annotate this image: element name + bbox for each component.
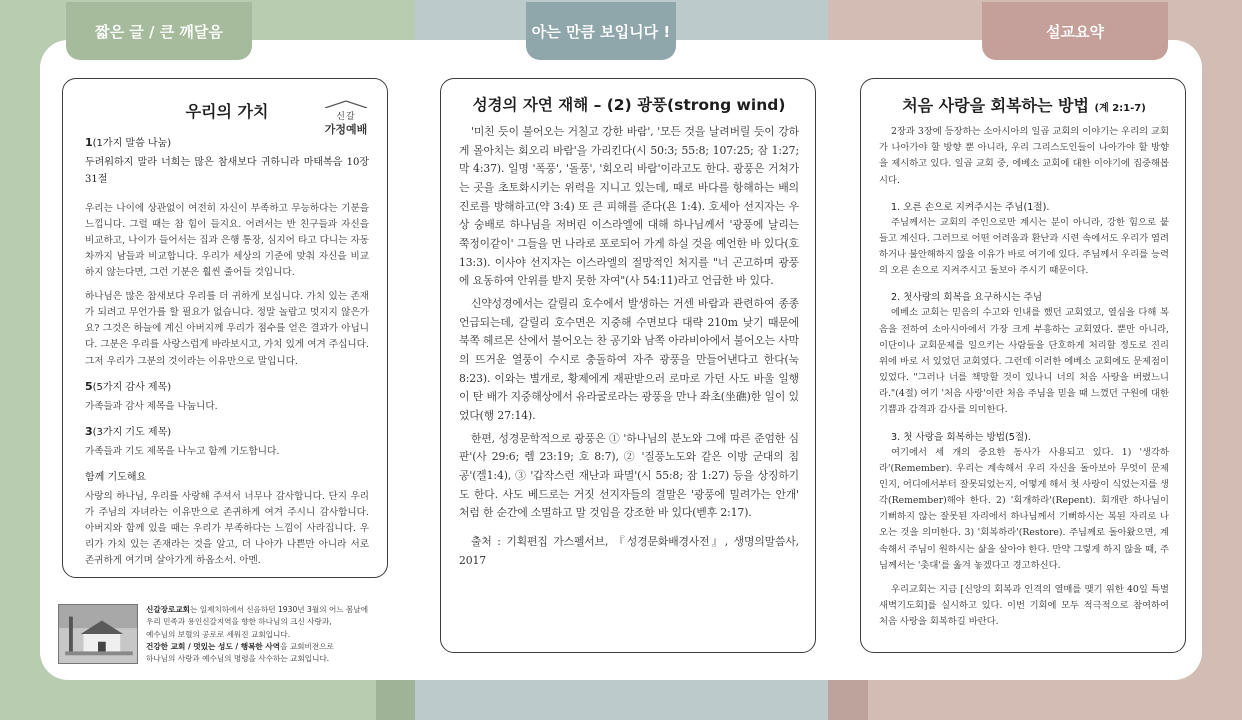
point-text: 주님께서는 교회의 주인으로만 계시는 분이 아니라, 강한 힘으로 붙들고 계신다. 그러므로 어떤 어려움과 환난과 시련 속에서도 우리가 염려하거나 불안해하지 않을 이유가 바로 여기에 있다. 주님께서 우리를 능력의 오른 손으로 지켜주시고 돌보아 주시기 때문이다. [879,216,1169,277]
body-paragraph: 한편, 성경문학적으로 광풍은 ① '하나님의 분노와 그에 따른 준엄한 심판'(사 29:6; 렘 23:19; 호 8:7), ② '질풍노도와 같은 이방 군대의 침공'(겔1:4), ③ '갑작스런 재난과 파멸'(시 55:8; 잠 1:27) 등을 상징하기도 한다. 사도 베드로는 거짓 선지자들의 결말은 '광풍에 밀려가는 안개' 처럼 한 순간에 소멸하고 말 것임을 강조한 바 있다(벧후 2:17). [459,431,799,520]
church-intro [146,604,396,665]
tab-know-more [526,2,676,60]
family-worship-panel [62,78,388,578]
roof-icon [321,100,371,108]
section-text: 가족들과 감사 제목을 나눕니다. [85,400,218,412]
church-intro-line: 우리 민족과 용인신갈지역을 향한 하나님의 크신 사랑과, [146,617,332,627]
section-label: (1가지 말씀 나눔) [92,138,172,149]
background-accent-right [828,680,868,720]
body-paragraph: '미친 듯이 불어오는 거칠고 강한 바람', '모든 것을 날려버릴 듯이 강하게 몰아치는 회오리 바람'을 가리킨다(시 50:3; 55:8; 107:25; 잠 1:27; 막 4:37). 일명 '폭풍', '돌풍', '회오리 바람'이라고도 한다. 광풍은 거쳐가는 곳을 초토화시키는 위력을 지니고 있는데, 때로 바다를 항해하는 배의 진로를 방해하고(약 3:4) 또 큰 피해를 준다(욘 1:4). 호세아 선지자는 우상 숭배로 하나님을 저버린 이스라엘에 대해 하나님께서 '광풍에 날리는 쭉정이같이' 그들을 먼 나라로 포로되어 가게 하실 것을 예언한 바 있다(호 13:3). 이사야 선지자는 이스라엘의 절망적인 처지를 "너 곤고하며 광풍에 요동하여 안위를 받지 못한 자여"(사 54:11)라고 언급한 바 있다. [459,125,799,288]
church-photo [58,604,138,664]
tab-sermon-summary [982,2,1168,60]
logo-text-top: 신갈 [336,112,356,122]
point-text: 에베소 교회는 믿음의 수고와 인내를 했던 교회였고, 열심을 다해 복음을 전하여 소아시아에서 가장 크게 부흥하는 교회였다. 뿐만 아니라, 이단이나 교회문제를 일으키는 사람들을 단호하게 처리할 정도로 진리 위에 바로 서 있었던 교회였다. 그런데 이러한 에베소 교회에도 문제점이 있었다. "그러나 너를 책망할 것이 있나니 너의 처음 사랑을 버렸느니라."(4절) 여기 '처음 사랑'이란 처음 주님을 믿을 때 느꼈던 구원에 대한 기쁨과 감격과 감사를 의미한다. [879,307,1169,416]
closing-paragraph: 우리교회는 지금 [신앙의 회복과 인격의 열매를 맺기 위한 40일 특별새벽기도회]를 실시하고 있다. 이번 기회에 모두 적극적으로 참여하여 처음 사랑을 회복하길 바란다. [879,583,1169,628]
section-prayer-topics [85,423,369,438]
prayer-title: 함께 기도해요 [85,471,147,483]
background-accent-left [376,680,415,720]
body-paragraph: 하나님은 많은 참새보다 우리를 더 귀하게 보십니다. 가치 있는 존재가 되려고 무언가를 할 필요가 없습니다. 정말 놀랍고 멋지지 않은가요? 그것은 하늘에 계신 아버지께 우리가 점수를 얻은 결과가 아닙니다. 그분은 우리를 사랑스럽게 바라보시고, 가치 있게 여겨 주십니다. 그저 우리가 그분의 것이라는 이유만으로 말입니다. [85,291,369,367]
section-label: (5가지 감사 제목) [92,381,172,393]
church-motto: 건강한 교회 / 멋있는 성도 / 행복한 사역 [146,641,281,651]
bible-knowledge-panel [440,78,816,653]
church-intro-line: 을 교회비전으로 [280,641,334,651]
section-text: 가족들과 기도 제목을 나누고 함께 기도합니다. [85,445,280,457]
church-intro-line: 예수님의 보혈의 공로로 세워진 교회입니다. [146,629,291,639]
panel-title: 우리의 가치 [185,102,269,121]
section-number: 1 [85,136,93,149]
church-building-icon [59,605,137,663]
tab-label: 아는 만큼 보입니다 ! [531,22,671,41]
section-number: 3 [85,424,93,438]
logo-text-bottom: 가정예배 [324,123,368,136]
church-intro-line: 하나님의 사랑과 예수님의 명령을 사수하는 교회입니다. [146,654,330,664]
church-name: 신갈장로교회 [146,605,191,614]
point-heading: 2. 첫사랑의 회복을 요구하시는 주님 [891,292,1043,304]
family-worship-logo [321,93,371,136]
tab-label: 설교요약 [1046,22,1104,41]
body-paragraph: 신약성경에서는 갈릴리 호수에서 발생하는 거센 바람과 관련하여 종종 언급되는데, 갈릴리 호수면은 지중해 수면보다 대략 210m 낮기 때문에 북쪽 헤르몬 산에서 불어오는 찬 공기와 남쪽 아라비아에서 불어오는 사막의 뜨거운 열풍이 수시로 충돌하여 자주 광풍을 만들어낸다고 한다(눅 8:23). 이와는 별개로, 황제에게 재판받으러 로마로 가던 사도 바울 일행이 탄 배가 지중해상에서 유라굴로라는 광풍을 만나 좌초(坐礁)한 일이 있었다(행 27:14). [459,297,799,423]
tab-label: 짧은 글 / 큰 깨달음 [95,22,223,41]
section-number: 5 [85,379,93,393]
sermon-title: 처음 사랑을 회복하는 방법 [902,96,1089,115]
sermon-summary-panel [860,78,1186,653]
bible-verse: 두려워하지 말라 너희는 많은 참새보다 귀하니라 마태복음 10장 31절 [85,157,369,185]
intro-paragraph: 2장과 3장에 등장하는 소아시아의 일곱 교회의 이야기는 우리의 교회가 나아가야 할 방향 뿐 아니라, 우리 그리스도인들이 나아가야 할 방향을 제시하고 있다. 일곱 교회 중, 에베소 교회에 대한 이야기에 집중해봅시다. [879,126,1169,186]
section-thanks [85,378,369,393]
point-heading: 3. 첫 사랑을 회복하는 방법(5절). [891,431,1031,443]
scripture-reference: (계 2:1-7) [1094,103,1146,114]
point-text: 여기에서 세 개의 중요한 동사가 사용되고 있다. 1) '생각하라'(Remember). 우리는 계속해서 우리 자신을 돌아보아 무엇이 문제인지, 어디에서부터 잘못되었는지, 어떻게 해서 첫 사랑이 식었는지를 생각(Remember)해야 한다. 2) '회개하라'(Repent). 회개란 하나님이 기뻐하지 않는 잘못된 자리에서 하나님께서 기뻐하시는 복된 자리로 나오는 것을 의미한다. 3) '회복하라'(Restore). 주님께로 돌아왔으면, 계속해서 주님이 원하시는 삶을 살아야 한다. 만약 그렇게 하지 않을 때, 주님께서는 '촛대'를 옮겨 놓겠다고 경고하신다. [879,446,1169,571]
point-heading: 1. 오른 손으로 지켜주시는 주님(1절). [891,201,1050,213]
prayer-text: 사랑의 하나님, 우리를 사랑해 주셔서 너무나 감사합니다. 단지 우리가 주님의 자녀라는 이유만으로 존귀하게 여겨 주시니 감사합니다. 아버지와 함께 있을 때는 우리가 부족하다는 느낌이 사라집니다. 우리가 가치 있는 존재라는 것을 알고, 더 나아가 나쁜만 아니라 서로 존귀하게 여기며 살아가게 하옵소서. 아멘. [85,490,369,567]
source-citation: 출처 : 기획편집 가스펠서브, 『성경문화배경사전』, 생명의말씀사, 2017 [459,535,799,567]
church-intro-line: 는 일제치하에서 신음하던 1930년 3월의 어느 봄날에 [190,605,369,614]
tab-short-writing [66,2,252,60]
panel-title [879,93,1169,116]
body-paragraph: 우리는 나이에 상관없이 여전히 자신이 부족하고 무능하다는 기분을 느낍니다. 그럴 때는 참 힘이 들지요. 어려서는 반 친구들과 자신을 비교하고, 나이가 들어서는 집과 은행 통장, 심지어 타고 다니는 자동차까지 남들과 비교합니다. 우리가 세상의 기준에 맞춰 자신을 비교하지 않는다면, 그런 기분은 훨씬 줄어들 것입니다. [85,202,369,279]
section-label: (3가지 기도 제목) [92,426,172,438]
panel-title: 성경의 자연 재해 – (2) 광풍(strong wind) [472,96,786,114]
